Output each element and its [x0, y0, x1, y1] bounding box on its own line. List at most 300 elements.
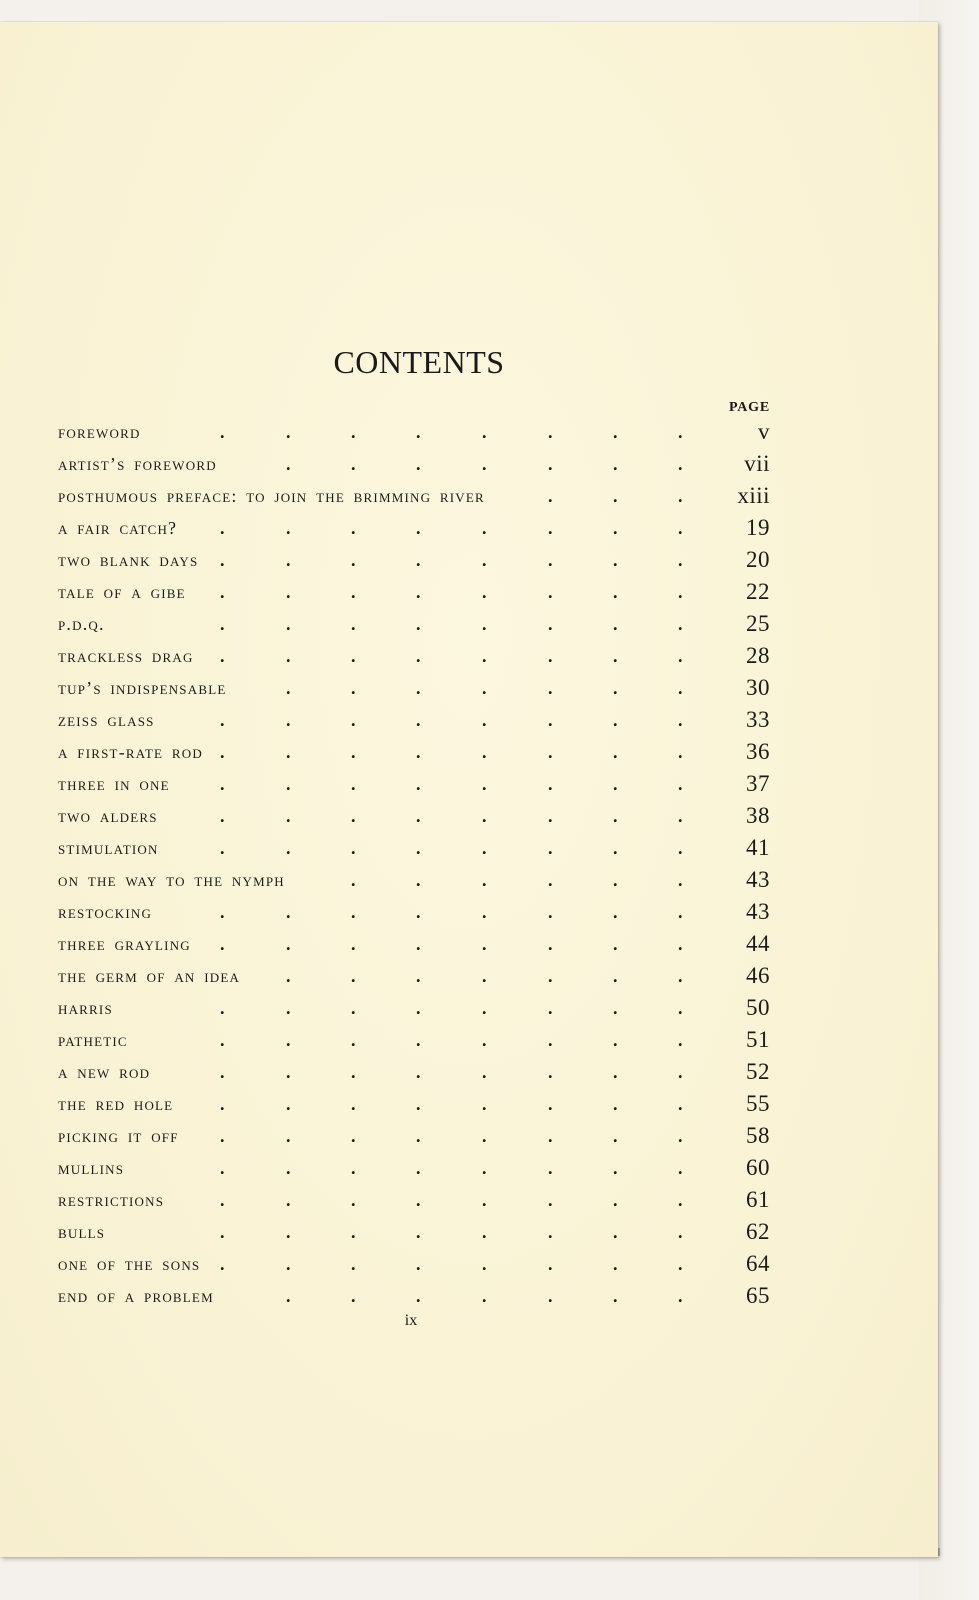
leader-dot: . [678, 710, 683, 730]
leader-dot: . [482, 998, 487, 1018]
toc-row [58, 736, 770, 768]
leader-dot: . [548, 678, 553, 698]
leader-dot: . [678, 614, 683, 634]
leader-dot: . [220, 518, 225, 538]
toc-entry-title: mullins [58, 1158, 125, 1178]
toc-entry-title: posthumous preface: to join the brimming river [58, 486, 485, 506]
leader-dot: . [286, 1222, 291, 1242]
leader-dot: . [351, 1222, 356, 1242]
leader-dot: . [482, 1126, 487, 1146]
leader-dot: . [286, 1190, 291, 1210]
leader-dot: . [482, 1286, 487, 1306]
leader-dot: . [416, 838, 421, 858]
toc-entry-page: 43 [746, 899, 770, 924]
leader-dot: . [548, 1158, 553, 1178]
leader-dot: . [351, 582, 356, 602]
leader-dot: . [678, 1190, 683, 1210]
page-number: ix [404, 1312, 418, 1329]
leader-dot: . [351, 742, 356, 762]
leader-dot: . [482, 902, 487, 922]
table-of-contents [58, 416, 770, 1312]
toc-entry-title: a fair catch? [58, 518, 178, 538]
leader-dot: . [548, 1222, 553, 1242]
leader-dot: . [220, 774, 225, 794]
leader-dot: . [678, 838, 683, 858]
leader-dot: . [678, 902, 683, 922]
leader-dot: . [613, 998, 618, 1018]
toc-entry-page: 37 [746, 771, 770, 796]
toc-entry-title: artist’s foreword [58, 454, 217, 474]
leader-dot: . [548, 550, 553, 570]
leader-dot: . [678, 1254, 683, 1274]
toc-row [58, 1120, 770, 1152]
toc-row [58, 896, 770, 928]
leader-dot: . [351, 518, 356, 538]
leader-dot: . [351, 550, 356, 570]
toc-row [58, 1280, 770, 1312]
leader-dot: . [613, 838, 618, 858]
leader-dot: . [351, 1094, 356, 1114]
leader-dot: . [482, 1158, 487, 1178]
toc-entry-page: 50 [746, 995, 770, 1020]
toc-entry-page: 43 [746, 867, 770, 892]
leader-dot: . [220, 1158, 225, 1178]
toc-entry-page: xiii [737, 483, 770, 508]
toc-row [58, 416, 770, 448]
leader-dot: . [482, 966, 487, 986]
leader-dot: . [416, 774, 421, 794]
leader-dot: . [416, 1030, 421, 1050]
leader-dot: . [613, 422, 618, 442]
leader-dot: . [286, 1094, 291, 1114]
toc-entry-title: the red hole [58, 1094, 174, 1114]
toc-entry-page: 22 [746, 579, 770, 604]
leader-dot: . [351, 614, 356, 634]
toc-row [58, 640, 770, 672]
leader-dot: . [613, 710, 618, 730]
toc-entry-title: on the way to the nymph [58, 870, 285, 890]
leader-dot: . [613, 454, 618, 474]
toc-row [58, 512, 770, 544]
leader-dot: . [220, 1062, 225, 1082]
leader-dot: . [416, 1094, 421, 1114]
leader-dot: . [548, 838, 553, 858]
leader-dot: . [548, 1094, 553, 1114]
leader-dot: . [613, 614, 618, 634]
toc-row [58, 1216, 770, 1248]
leader-dot: . [351, 966, 356, 986]
leader-dot: . [548, 1030, 553, 1050]
leader-dot: . [351, 998, 356, 1018]
leader-dot: . [286, 646, 291, 666]
leader-dot: . [351, 1190, 356, 1210]
leader-dot: . [286, 998, 291, 1018]
leader-dot: . [613, 518, 618, 538]
leader-dot: . [613, 678, 618, 698]
leader-dot: . [351, 774, 356, 794]
leader-dot: . [482, 710, 487, 730]
leader-dot: . [220, 742, 225, 762]
toc-entry-title: zeiss glass [58, 710, 155, 730]
toc-entry-title: foreword [58, 422, 141, 442]
leader-dot: . [482, 678, 487, 698]
leader-dot: . [416, 1158, 421, 1178]
leader-dot: . [548, 774, 553, 794]
leader-dot: . [220, 1126, 225, 1146]
toc-entry-page: 33 [746, 707, 770, 732]
leader-dot: . [548, 710, 553, 730]
leader-dot: . [220, 902, 225, 922]
leader-dot: . [416, 678, 421, 698]
leader-dot: . [286, 518, 291, 538]
toc-entry-page: 52 [746, 1059, 770, 1084]
leader-dot: . [482, 870, 487, 890]
leader-dot: . [613, 1126, 618, 1146]
leader-dot: . [678, 1126, 683, 1146]
book-page [0, 22, 938, 1557]
leader-dot: . [351, 806, 356, 826]
toc-entry-title: p.d.q. [58, 614, 105, 634]
leader-dot: . [286, 582, 291, 602]
toc-entry-page: 64 [746, 1251, 770, 1276]
leader-dot: . [220, 998, 225, 1018]
leader-dot: . [678, 582, 683, 602]
leader-dot: . [220, 934, 225, 954]
leader-dot: . [482, 934, 487, 954]
toc-entry-title: a new rod [58, 1062, 151, 1082]
toc-entry-page: 28 [746, 643, 770, 668]
leader-dot: . [220, 710, 225, 730]
leader-dot: . [482, 1254, 487, 1274]
toc-row [58, 832, 770, 864]
leader-dot: . [678, 1062, 683, 1082]
leader-dot: . [416, 550, 421, 570]
leader-dot: . [548, 806, 553, 826]
leader-dot: . [678, 806, 683, 826]
leader-dot: . [416, 934, 421, 954]
leader-dot: . [286, 934, 291, 954]
leader-dot: . [548, 870, 553, 890]
toc-row [58, 1088, 770, 1120]
leader-dot: . [286, 1062, 291, 1082]
leader-dot: . [286, 902, 291, 922]
leader-dot: . [482, 1222, 487, 1242]
leader-dot: . [482, 838, 487, 858]
leader-dot: . [482, 422, 487, 442]
leader-dot: . [678, 934, 683, 954]
leader-dot: . [678, 1094, 683, 1114]
leader-dot: . [613, 486, 618, 506]
leader-dot: . [286, 966, 291, 986]
leader-dot: . [286, 774, 291, 794]
leader-dot: . [613, 582, 618, 602]
leader-dot: . [548, 454, 553, 474]
toc-entry-title: restrictions [58, 1190, 165, 1210]
toc-entry-page: 30 [746, 675, 770, 700]
toc-row [58, 480, 770, 512]
leader-dot: . [613, 806, 618, 826]
leader-dot: . [220, 1222, 225, 1242]
leader-dot: . [548, 422, 553, 442]
leader-dot: . [482, 1094, 487, 1114]
leader-dot: . [548, 1190, 553, 1210]
leader-dot: . [351, 1254, 356, 1274]
toc-entry-title: tup’s indispensable [58, 678, 227, 698]
toc-entry-page: 60 [746, 1155, 770, 1180]
leader-dot: . [416, 518, 421, 538]
leader-dot: . [351, 678, 356, 698]
leader-dot: . [482, 646, 487, 666]
toc-entry-title: bulls [58, 1222, 106, 1242]
leader-dot: . [548, 998, 553, 1018]
leader-dot: . [678, 870, 683, 890]
leader-dot: . [548, 1286, 553, 1306]
leader-dot: . [286, 422, 291, 442]
toc-entry-title: restocking [58, 902, 153, 922]
leader-dot: . [416, 582, 421, 602]
leader-dot: . [482, 774, 487, 794]
toc-row [58, 960, 770, 992]
leader-dot: . [286, 806, 291, 826]
leader-dot: . [482, 614, 487, 634]
leader-dot: . [678, 742, 683, 762]
toc-entry-page: 36 [746, 739, 770, 764]
leader-dot: . [220, 1030, 225, 1050]
toc-entry-title: two blank days [58, 550, 199, 570]
leader-dot: . [548, 902, 553, 922]
leader-dot: . [286, 454, 291, 474]
leader-dot: . [482, 1190, 487, 1210]
toc-row [58, 992, 770, 1024]
toc-row [58, 864, 770, 896]
leader-dot: . [351, 454, 356, 474]
leader-dot: . [416, 422, 421, 442]
leader-dot: . [548, 1126, 553, 1146]
leader-dot: . [548, 582, 553, 602]
leader-dot: . [678, 486, 683, 506]
leader-dot: . [416, 870, 421, 890]
leader-dot: . [416, 1286, 421, 1306]
toc-entry-title: picking it off [58, 1126, 179, 1146]
leader-dot: . [678, 1222, 683, 1242]
leader-dot: . [548, 614, 553, 634]
leader-dot: . [416, 1190, 421, 1210]
leader-dot: . [286, 1158, 291, 1178]
leader-dot: . [220, 806, 225, 826]
toc-entry-page: vii [744, 451, 770, 476]
toc-row [58, 768, 770, 800]
leader-dot: . [351, 1062, 356, 1082]
leader-dot: . [482, 806, 487, 826]
leader-dot: . [548, 1062, 553, 1082]
leader-dot: . [286, 1030, 291, 1050]
leader-dot: . [416, 806, 421, 826]
toc-entry-title: harris [58, 998, 113, 1018]
leader-dot: . [416, 1062, 421, 1082]
toc-row [58, 576, 770, 608]
toc-entry-page: 62 [746, 1219, 770, 1244]
leader-dot: . [286, 550, 291, 570]
toc-row [58, 544, 770, 576]
leader-dot: . [678, 646, 683, 666]
leader-dot: . [678, 678, 683, 698]
leader-dot: . [613, 1286, 618, 1306]
leader-dot: . [613, 1222, 618, 1242]
leader-dot: . [613, 1094, 618, 1114]
toc-row [58, 1056, 770, 1088]
toc-entry-title: three in one [58, 774, 170, 794]
leader-dot: . [613, 742, 618, 762]
leader-dot: . [351, 1126, 356, 1146]
toc-row [58, 1248, 770, 1280]
toc-entry-page: 51 [746, 1027, 770, 1052]
leader-dot: . [613, 1254, 618, 1274]
leader-dot: . [678, 550, 683, 570]
toc-entry-title: a first-rate rod [58, 742, 203, 762]
toc-row [58, 800, 770, 832]
leader-dot: . [548, 966, 553, 986]
leader-dot: . [351, 1158, 356, 1178]
leader-dot: . [351, 838, 356, 858]
toc-entry-title: tale of a gibe [58, 582, 186, 602]
toc-entry-page: 46 [746, 963, 770, 988]
toc-entry-page: 41 [746, 835, 770, 860]
leader-dot: . [351, 422, 356, 442]
leader-dot: . [416, 742, 421, 762]
leader-dot: . [351, 1286, 356, 1306]
leader-dot: . [220, 646, 225, 666]
leader-dot: . [351, 646, 356, 666]
leader-dot: . [286, 1254, 291, 1274]
leader-dot: . [220, 1254, 225, 1274]
leader-dot: . [416, 902, 421, 922]
toc-entry-title: trackless drag [58, 646, 194, 666]
leader-dot: . [220, 550, 225, 570]
toc-entry-page: 58 [746, 1123, 770, 1148]
leader-dot: . [613, 902, 618, 922]
toc-entry-page: 19 [746, 515, 770, 540]
leader-dot: . [548, 742, 553, 762]
leader-dot: . [548, 646, 553, 666]
leader-dot: . [482, 582, 487, 602]
leader-dot: . [416, 646, 421, 666]
leader-dot: . [351, 1030, 356, 1050]
leader-dot: . [548, 518, 553, 538]
leader-dot: . [220, 582, 225, 602]
leader-dot: . [220, 838, 225, 858]
toc-entry-page: v [758, 419, 770, 444]
leader-dot: . [416, 1126, 421, 1146]
leader-dot: . [416, 966, 421, 986]
leader-dot: . [286, 614, 291, 634]
toc-entry-title: two alders [58, 806, 158, 826]
leader-dot: . [548, 486, 553, 506]
toc-entry-page: 44 [746, 931, 770, 956]
leader-dot: . [678, 1030, 683, 1050]
leader-dot: . [286, 710, 291, 730]
leader-dot: . [416, 1222, 421, 1242]
leader-dot: . [416, 998, 421, 1018]
leader-dot: . [220, 422, 225, 442]
toc-entry-page: 25 [746, 611, 770, 636]
leader-dot: . [351, 902, 356, 922]
leader-dot: . [482, 1062, 487, 1082]
leader-dot: . [613, 870, 618, 890]
leader-dot: . [548, 1254, 553, 1274]
leader-dot: . [678, 966, 683, 986]
toc-row [58, 1024, 770, 1056]
leader-dot: . [678, 454, 683, 474]
toc-row [58, 672, 770, 704]
leader-dot: . [548, 934, 553, 954]
leader-dot: . [482, 550, 487, 570]
leader-dot: . [416, 454, 421, 474]
leader-dot: . [482, 454, 487, 474]
leader-dot: . [220, 614, 225, 634]
leader-dot: . [678, 518, 683, 538]
leader-dot: . [416, 614, 421, 634]
leader-dot: . [613, 646, 618, 666]
leader-dot: . [613, 966, 618, 986]
toc-entry-page: 65 [746, 1283, 770, 1308]
leader-dot: . [482, 518, 487, 538]
leader-dot: . [286, 742, 291, 762]
leader-dot: . [678, 774, 683, 794]
leader-dot: . [678, 1286, 683, 1306]
leader-dot: . [678, 422, 683, 442]
toc-entry-page: 55 [746, 1091, 770, 1116]
toc-row [58, 448, 770, 480]
leader-dot: . [613, 1190, 618, 1210]
page-column-heading: PAGE [728, 400, 770, 415]
toc-entry-page: 38 [746, 803, 770, 828]
toc-entry-title: three grayling [58, 934, 191, 954]
leader-dot: . [286, 1286, 291, 1306]
leader-dot: . [613, 1158, 618, 1178]
leader-dot: . [678, 998, 683, 1018]
leader-dot: . [613, 774, 618, 794]
leader-dot: . [416, 710, 421, 730]
toc-row [58, 608, 770, 640]
toc-entry-title: one of the sons [58, 1254, 201, 1274]
leader-dot: . [286, 678, 291, 698]
leader-dot: . [613, 934, 618, 954]
toc-entry-title: end of a problem [58, 1286, 214, 1306]
toc-entry-title: stimulation [58, 838, 159, 858]
leader-dot: . [678, 1158, 683, 1178]
leader-dot: . [482, 1030, 487, 1050]
toc-entry-page: 20 [746, 547, 770, 572]
leader-dot: . [613, 550, 618, 570]
toc-entry-page: 61 [746, 1187, 770, 1212]
toc-row [58, 1184, 770, 1216]
leader-dot: . [351, 870, 356, 890]
leader-dot: . [220, 1190, 225, 1210]
toc-row [58, 928, 770, 960]
leader-dot: . [220, 1094, 225, 1114]
leader-dot: . [286, 838, 291, 858]
leader-dot: . [613, 1062, 618, 1082]
leader-dot: . [286, 1126, 291, 1146]
page-title: CONTENTS [333, 344, 505, 380]
toc-row [58, 1152, 770, 1184]
toc-entry-title: pathetic [58, 1030, 128, 1050]
leader-dot: . [416, 1254, 421, 1274]
leader-dot: . [482, 742, 487, 762]
toc-entry-title: the germ of an idea [58, 966, 241, 986]
toc-row [58, 704, 770, 736]
leader-dot: . [613, 1030, 618, 1050]
